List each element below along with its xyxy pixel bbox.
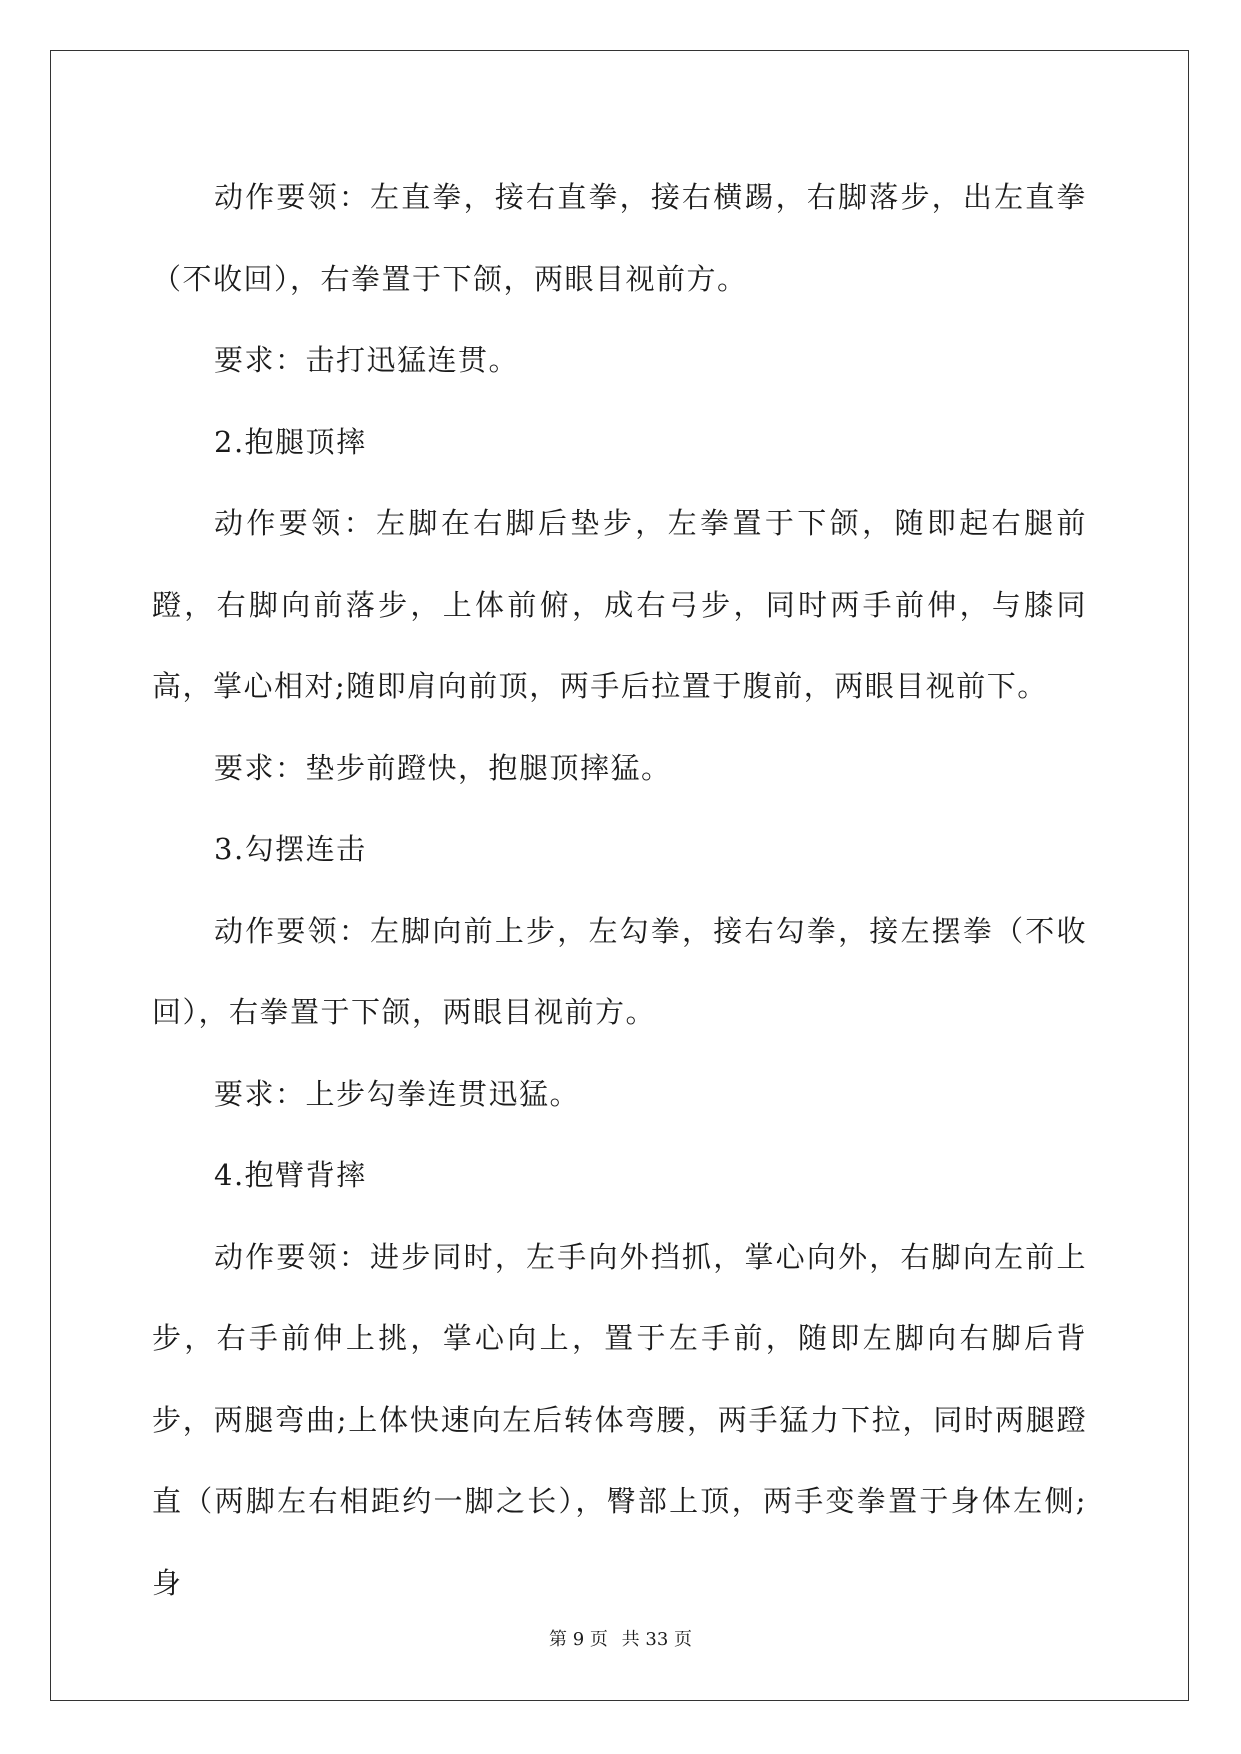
page-number: 第 9 页 — [549, 1629, 608, 1650]
paragraph-action-4: 动作要领：进步同时，左手向外挡抓，掌心向外，右脚向左前上步，右手前伸上挑，掌心向上，置于左手前，随即左脚向右脚后背步，两腿弯曲;上体快速向左后转体弯腰，两手猛力下拉，同时两腿蹬直（两脚左右相距约一脚之长），臀部上顶，两手变拳置于身体左侧;身 — [152, 1239, 1087, 1600]
section-heading-2: 2.抱腿顶摔 — [214, 424, 367, 459]
paragraph-requirement-3: 要求：上步勾拳连贯迅猛。 — [214, 1076, 581, 1111]
paragraph-action-3: 动作要领：左脚向前上步，左勾拳，接右勾拳，接左摆拳（不收回），右拳置于下颌，两眼目视前方。 — [152, 913, 1087, 1029]
paragraph-requirement-1: 要求：击打迅猛连贯。 — [214, 343, 520, 377]
page-footer — [0, 1625, 1241, 1651]
paragraph-action-2: 动作要领：左脚在右脚后垫步，左拳置于下颌，随即起右腿前蹬，右脚向前落步，上体前俯，成右弓步，同时两手前伸，与膝同高，掌心相对;随即肩向前顶，两手后拉置于腹前，两眼目视前下。 — [152, 506, 1087, 703]
section-heading-3: 3.勾摆连击 — [214, 832, 367, 866]
paragraph-requirement-2: 要求：垫步前蹬快，抱腿顶摔猛。 — [214, 750, 672, 785]
section-heading-4: 4.抱臂背摔 — [214, 1158, 367, 1192]
page-total: 共 33 页 — [621, 1629, 692, 1650]
document-body — [152, 157, 1087, 1624]
paragraph-action-1: 动作要领：左直拳，接右直拳，接右横踢，右脚落步，出左直拳（不收回），右拳置于下颌，两眼目视前方。 — [152, 180, 1087, 296]
